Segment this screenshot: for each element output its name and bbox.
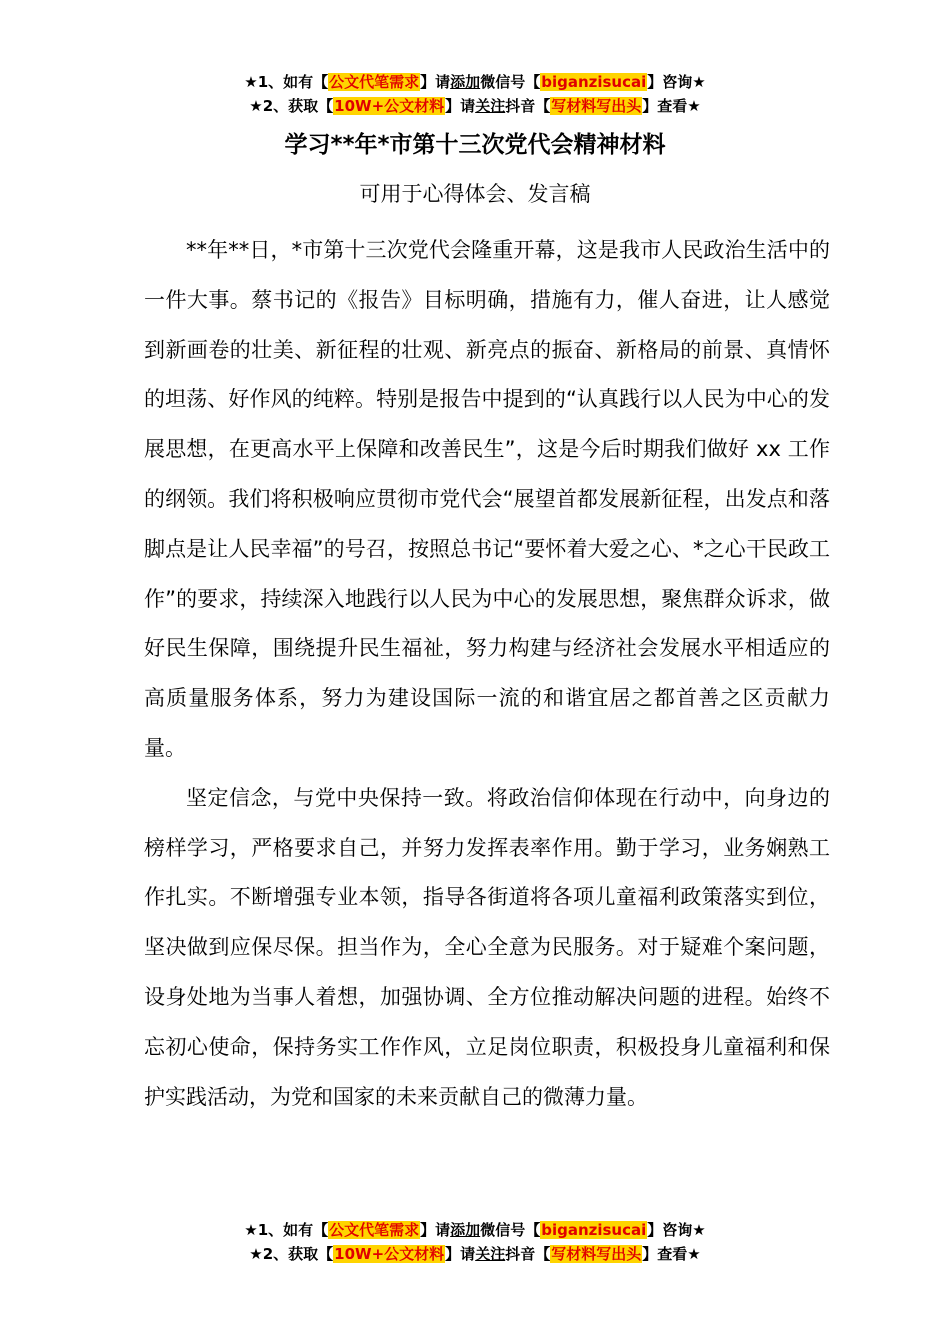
banner-text: 】请: [420, 1221, 451, 1239]
banner-text: 微信号【: [480, 1221, 541, 1239]
document-title: 学习**年*市第十三次党代会精神材料: [284, 132, 666, 158]
banner-line-1: [0, 70, 950, 94]
star-icon: ★: [687, 97, 701, 115]
star-icon: ★: [249, 1245, 263, 1263]
banner-text: 】请: [445, 1245, 476, 1263]
banner-line-2: [0, 1242, 950, 1266]
underlined-text: 添加: [450, 1221, 481, 1239]
highlight-service: 公文代笔需求: [329, 1221, 420, 1239]
banner-text: 】查看: [642, 1245, 688, 1263]
star-icon: ★: [244, 1221, 258, 1239]
highlight-douyin-account[interactable]: 写材料写出头: [551, 97, 642, 115]
underlined-text: 添加: [450, 73, 481, 91]
bottom-banner: [0, 1218, 950, 1266]
banner-text: 微信号【: [480, 73, 541, 91]
top-banner: [0, 70, 950, 118]
banner-text: 】咨询: [647, 73, 693, 91]
document-subtitle: 可用于心得体会、发言稿: [359, 182, 591, 206]
paragraph: 坚定信念，与党中央保持一致。将政治信仰体现在行动中，向身边的榜样学习，严格要求自己，并努力发挥表率作用。勤于学习，业务娴熟工作扎实。不断增强专业本领，指导各街道将各项儿童福利政策落实到位，坚决做到应保尽保。担当作为，全心全意为民服务。对于疑难个案问题，设身处地为当事人着想，加强协调、全方位推动解决问题的进程。始终不忘初心使命，保持务实工作作风，立足岗位职责，积极投身儿童福利和保护实践活动，为党和国家的未来贡献自己的微薄力量。: [144, 785, 830, 1109]
banner-text: 】请: [445, 97, 476, 115]
highlight-service: 公文代笔需求: [329, 73, 420, 91]
banner-line-2: [0, 94, 950, 118]
banner-text: 抖音【: [505, 1245, 551, 1263]
banner-text: 】查看: [642, 97, 688, 115]
banner-text: 】请: [420, 73, 451, 91]
banner-text: 1、如有【: [257, 73, 329, 91]
banner-text: 】咨询: [647, 1221, 693, 1239]
star-icon: ★: [692, 73, 706, 91]
banner-text: 2、获取【: [262, 97, 334, 115]
star-icon: ★: [244, 73, 258, 91]
paragraph: **年**日，*市第十三次党代会隆重开幕，这是我市人民政治生活中的一件大事。蔡书记的《报告》目标明确，措施有力，催人奋进，让人感觉到新画卷的壮美、新征程的壮观、新亮点的振奋、新格局的前景、真情怀的坦荡、好作风的纯粹。特别是报告中提到的“认真践行以人民为中心的发展思想，在更高水平上保障和改善民生”，这是今后时期我们做好 xx 工作的纲领。我们将积极响应贯彻市党代会“展望首都发展新征程，出发点和落脚点是让人民幸福”的号召，按照总书记“要怀着大爱之心、*之心干民政工作”的要求，持续深入地践行以人民为中心的发展思想，聚焦群众诉求，做好民生保障，围绕提升民生福祉，努力构建与经济社会发展水平相适应的高质量服务体系，努力为建设国际一流的和谐宜居之都首善之区贡献力量。: [144, 238, 830, 760]
highlight-wechat-id[interactable]: biganzisucai: [541, 1221, 647, 1239]
underlined-text: 关注: [475, 97, 506, 115]
star-icon: ★: [692, 1221, 706, 1239]
banner-text: 1、如有【: [257, 1221, 329, 1239]
highlight-materials: 10W+公文材料: [334, 97, 445, 115]
banner-text: 2、获取【: [262, 1245, 334, 1263]
banner-text: 抖音【: [505, 97, 551, 115]
star-icon: ★: [687, 1245, 701, 1263]
highlight-wechat-id[interactable]: biganzisucai: [541, 73, 647, 91]
document-body: [144, 226, 830, 1122]
highlight-materials: 10W+公文材料: [334, 1245, 445, 1263]
banner-line-1: [0, 1218, 950, 1242]
star-icon: ★: [249, 97, 263, 115]
highlight-douyin-account[interactable]: 写材料写出头: [551, 1245, 642, 1263]
underlined-text: 关注: [475, 1245, 506, 1263]
